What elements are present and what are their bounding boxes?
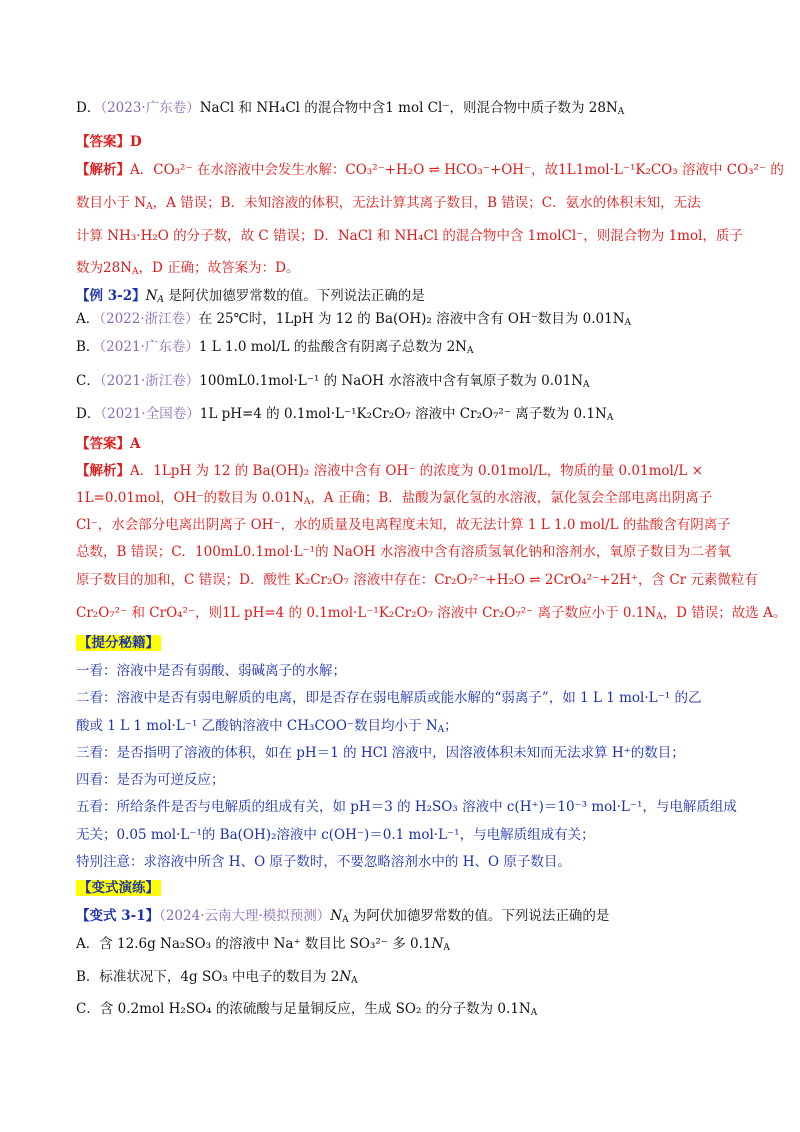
subscript: A <box>157 295 164 305</box>
text-span: （2024·云南大理·模拟预测） <box>159 908 331 924</box>
text-span: 总数，B 错误；C．100mL0.1mol·L⁻¹的 NaOH 水溶液中含有溶质氢氧化钠和溶剂水，氧原子数目为二者氧 <box>76 544 731 560</box>
text-span: N <box>145 288 158 304</box>
text-span: 【变式 3-1】 <box>76 908 160 924</box>
subscript: A <box>342 915 349 925</box>
text-span: ，D 错误；故选 A。 <box>662 605 787 621</box>
text-line <box>76 688 726 708</box>
text-span: ，A 错误；B．未知溶液的体积，无法计算其离子数目，B 错误；C．氨水的体积未知，无法 <box>152 195 701 211</box>
text-line <box>76 743 726 763</box>
text-span: N <box>330 908 343 924</box>
text-span: 1 L 1.0 mol/L 的盐酸含有阴离子总数为 2N <box>198 339 467 355</box>
text-span: 原子数目的加和，C 错误；D．酸性 K₂Cr₂O₇ 溶液中存在：Cr₂O₇²⁻+H₂O ⇌ 2CrO₄²⁻+2H⁺，含 Cr 元素微粒有 <box>76 572 758 588</box>
text-line <box>76 967 726 991</box>
subscript: A <box>303 497 311 507</box>
subscript: A <box>606 413 614 423</box>
text-span: ，D 正确；故答案为：D。 <box>138 260 300 276</box>
text-line <box>76 193 726 217</box>
text-line <box>76 434 726 454</box>
text-line <box>76 906 726 930</box>
text-line <box>76 999 726 1023</box>
text-line <box>76 633 726 653</box>
text-span: 酸或 1 L 1 mol·L⁻¹ 乙酸钠溶液中 CH₃COO⁻数目均小于 N <box>76 718 438 734</box>
text-line <box>76 461 726 481</box>
text-span: N <box>339 969 352 985</box>
text-span: 1L=0.01mol，OH⁻的数目为 0.01N <box>76 490 304 506</box>
subscript: A <box>132 267 139 277</box>
text-span: Cl⁻，水会部分电离出阴离子 OH⁻，水的质量及电离程度未知，故无法计算 1 L 1.0 mol/L 的盐酸含有阴离子 <box>76 517 731 533</box>
text-line <box>76 852 726 872</box>
subscript: A <box>530 1008 538 1018</box>
text-span: 【例 3-2】 <box>76 288 146 304</box>
subscript: A <box>617 107 625 117</box>
text-line <box>76 770 726 790</box>
text-span: 特别注意：求溶液中所含 H、O 原子数时，不要忽略溶剂水中的 H、O 原子数目。 <box>76 854 571 870</box>
text-span: 为阿伏加德罗常数的值。下列说法正确的是 <box>348 908 610 924</box>
subscript: A <box>351 976 358 986</box>
text-span: Cr₂O₇²⁻ 和 CrO₄²⁻，则1L pH=4 的 0.1mol·L⁻¹K₂Cr₂O₇ 溶液中 Cr₂O₇²⁻ 离子数应小于 0.1N <box>76 605 657 621</box>
text-line <box>76 160 784 180</box>
text-span: （2021·浙江卷） <box>99 373 200 389</box>
text-span: B．标准状况下，4g SO₃ 中电子的数目为 2 <box>76 969 340 985</box>
text-span: ，A 正确；B．盐酸为氯化氢的水溶液，氯化氢会全部电离出阴离子 <box>310 490 713 506</box>
text-span: A <box>130 436 141 452</box>
text-span: 三看：是否指明了溶液的体积，如在 pH＝1 的 HCl 溶液中，因溶液体积未知而无法求算 H⁺的数目； <box>76 745 685 761</box>
text-span: 五看：所给条件是否与电解质的组成有关，如 pH＝3 的 H₂SO₃ 溶液中 c(H⁺)＝10⁻³ mol·L⁻¹，与电解质组成 <box>76 799 737 815</box>
text-line <box>76 878 726 898</box>
text-span: A．CO₃²⁻ 在水溶液中会发生水解：CO₃²⁻+H₂O ⇌ HCO₃⁻+OH⁻，故1L1mol·L⁻¹K₂CO₃ 溶液中 CO₃²⁻ 的 <box>130 162 784 178</box>
text-span: （2021·全国卷） <box>100 406 200 422</box>
subscript: A <box>583 380 590 390</box>
text-span: C． <box>76 373 100 389</box>
text-line <box>76 716 726 740</box>
text-span: C．含 0.2mol H₂SO₄ 的浓硫酸与足量铜反应，生成 SO₂ 的分子数为 0.1N <box>76 1001 531 1017</box>
text-span: 【解析】 <box>76 463 130 479</box>
subscript: A <box>624 318 632 328</box>
text-span: 【答案】 <box>76 134 130 150</box>
text-span: A．1LpH 为 12 的 Ba(OH)₂ 溶液中含有 OH⁻ 的浓度为 0.01mol/L，物质的量 0.01mol/L × <box>130 463 703 479</box>
text-line <box>76 258 726 282</box>
text-line <box>76 603 787 627</box>
text-line <box>76 286 726 310</box>
text-line <box>76 309 726 333</box>
text-span: 数目小于 N <box>76 195 147 211</box>
text-span: A． <box>76 311 100 327</box>
text-line <box>76 542 731 562</box>
text-line <box>76 570 758 590</box>
text-span: 【变式演练】 <box>78 880 159 896</box>
text-span: 100mL0.1mol·L⁻¹ 的 NaOH 水溶液中含有氧原子数为 0.01N <box>199 373 584 389</box>
text-span: 数为28N <box>76 260 132 276</box>
text-span: 在 25℃时，1LpH 为 12 的 Ba(OH)₂ 溶液中含有 OH⁻数目为 0.01N <box>198 311 625 327</box>
subscript: A <box>146 202 153 212</box>
text-span: 无关；0.05 mol·L⁻¹的 Ba(OH)₂溶液中 c(OH⁻)＝0.1 mol·L⁻¹，与电解质组成有关； <box>76 827 595 843</box>
text-line <box>76 371 726 395</box>
subscript: A <box>466 346 474 356</box>
text-line <box>76 404 726 428</box>
text-line <box>76 226 743 246</box>
text-line <box>76 934 726 958</box>
text-line <box>76 661 726 681</box>
subscript: A <box>656 612 663 622</box>
text-line <box>76 797 737 817</box>
text-span: 【提分秘籍】 <box>78 635 159 651</box>
text-span: 计算 NH₃·H₂O 的分子数，故 C 错误；D．NaCl 和 NH₄Cl 的混合物中含 1molCl⁻，则混合物为 1mol，质子 <box>76 228 743 244</box>
text-span: 二看：溶液中是否有弱电解质的电离，即是否存在弱电解质或能水解的“弱离子”，如 1 L 1 mol·L⁻¹ 的乙 <box>76 690 702 706</box>
subscript: A <box>437 725 445 735</box>
text-line <box>76 132 726 152</box>
text-span: A．含 12.6g Na₂SO₃ 的溶液中 Na⁺ 数目比 SO₃²⁻ 多 0.1 <box>76 936 432 952</box>
text-span: （2021·广东卷） <box>99 339 199 355</box>
text-line <box>76 337 726 361</box>
text-span: D． <box>76 406 101 422</box>
text-span: N <box>431 936 444 952</box>
text-span: D． <box>76 100 101 116</box>
text-span: 1L pH=4 的 0.1mol·L⁻¹K₂Cr₂O₇ 溶液中 Cr₂O₇²⁻ 离子数为 0.1N <box>199 406 607 422</box>
text-line <box>76 98 726 122</box>
text-span: D <box>130 134 142 150</box>
text-line <box>76 515 731 535</box>
text-span: 一看：溶液中是否有弱酸、弱碱离子的水解； <box>76 663 346 679</box>
text-span: 四看：是否为可逆反应； <box>76 772 225 788</box>
text-line <box>76 825 726 845</box>
text-span: NaCl 和 NH₄Cl 的混合物中含1 mol Cl⁻，则混合物中质子数为 28N <box>199 100 618 116</box>
text-span: （2023·广东卷） <box>100 100 200 116</box>
text-span: ； <box>444 718 458 734</box>
text-span: B． <box>76 339 100 355</box>
text-span: 是阿伏加德罗常数的值。下列说法正确的是 <box>163 288 425 304</box>
text-span: 【答案】 <box>76 436 130 452</box>
text-line <box>76 488 726 512</box>
subscript: A <box>443 943 450 953</box>
text-span: （2022·浙江卷） <box>99 311 199 327</box>
text-span: 【解析】 <box>76 162 130 178</box>
